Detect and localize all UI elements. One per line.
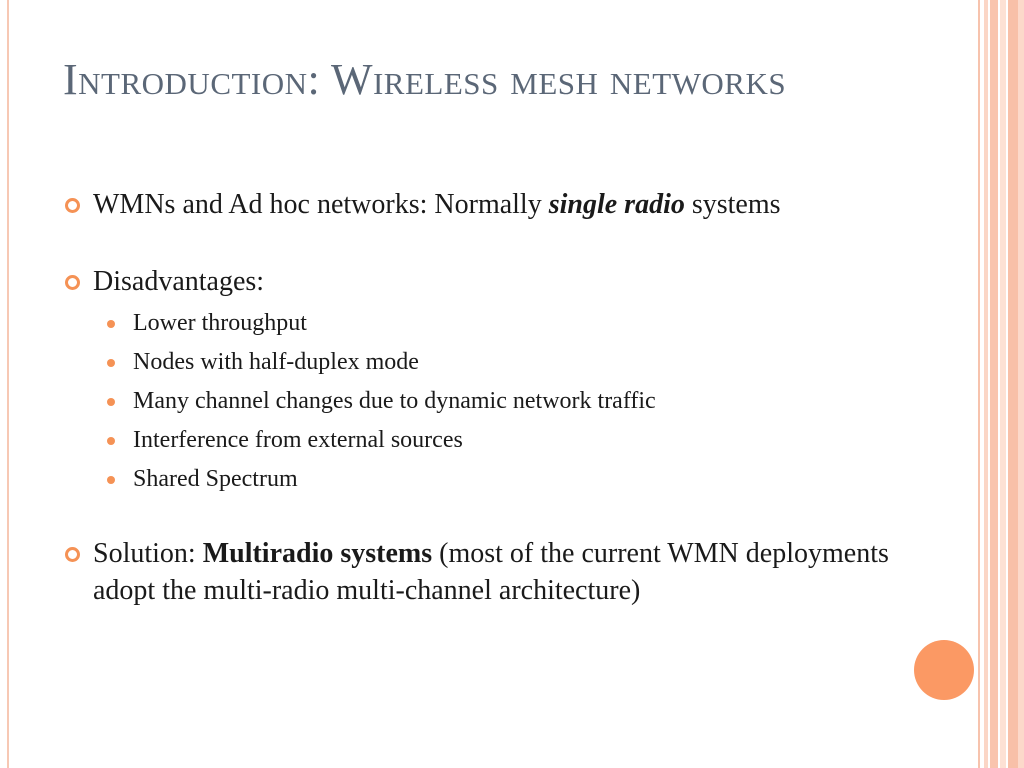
ring-bullet-icon [65,198,80,213]
bullet-text: Disadvantages: [93,266,265,297]
sub-bullet-item [63,421,893,460]
sub-bullet-text: Interference from external sources [133,427,463,453]
sub-bullet-list [63,304,893,499]
dot-bullet-icon [107,320,115,328]
dot-bullet-icon [107,437,115,445]
bullet-text: (most of the current WMN deployments adopt the multi-radio multi-channel architecture) [93,538,889,606]
sub-bullet-text: Nodes with half-duplex mode [133,349,419,375]
sub-bullet-text: Shared Spectrum [133,466,298,492]
sub-bullet-item [63,343,893,382]
bullet-item-solution [63,535,893,609]
bullet-text: WMNs and Ad hoc networks: Normally [93,189,549,220]
dot-bullet-icon [107,398,115,406]
decorative-stripe [978,0,980,768]
bullet-text: Solution: [93,538,203,569]
sub-bullet-text: Lower throughput [133,310,307,336]
sub-bullet-item [63,460,893,499]
decorative-stripe [990,0,998,768]
decorative-stripe [984,0,988,768]
sub-bullet-item [63,304,893,343]
decorative-stripe [1008,0,1018,768]
slide-title: Introduction: Wireless mesh networks [63,55,787,104]
dot-bullet-icon [107,359,115,367]
bullet-item-disadvantages [63,263,893,300]
bullet-text: systems [684,189,781,220]
sub-bullet-item [63,382,893,421]
bullet-emphasis: Multiradio systems [202,538,433,569]
sub-bullet-text: Many channel changes due to dynamic network traffic [133,388,656,414]
bullet-list [63,186,893,609]
left-border-line [7,0,9,768]
ring-bullet-icon [65,547,80,562]
dot-bullet-icon [107,476,115,484]
bullet-item-wmns [63,186,893,223]
decorative-stripe [1000,0,1006,768]
decorative-stripe [1018,0,1024,768]
ring-bullet-icon [65,275,80,290]
bullet-emphasis: single radio [548,189,685,220]
decorative-circle [914,640,974,700]
